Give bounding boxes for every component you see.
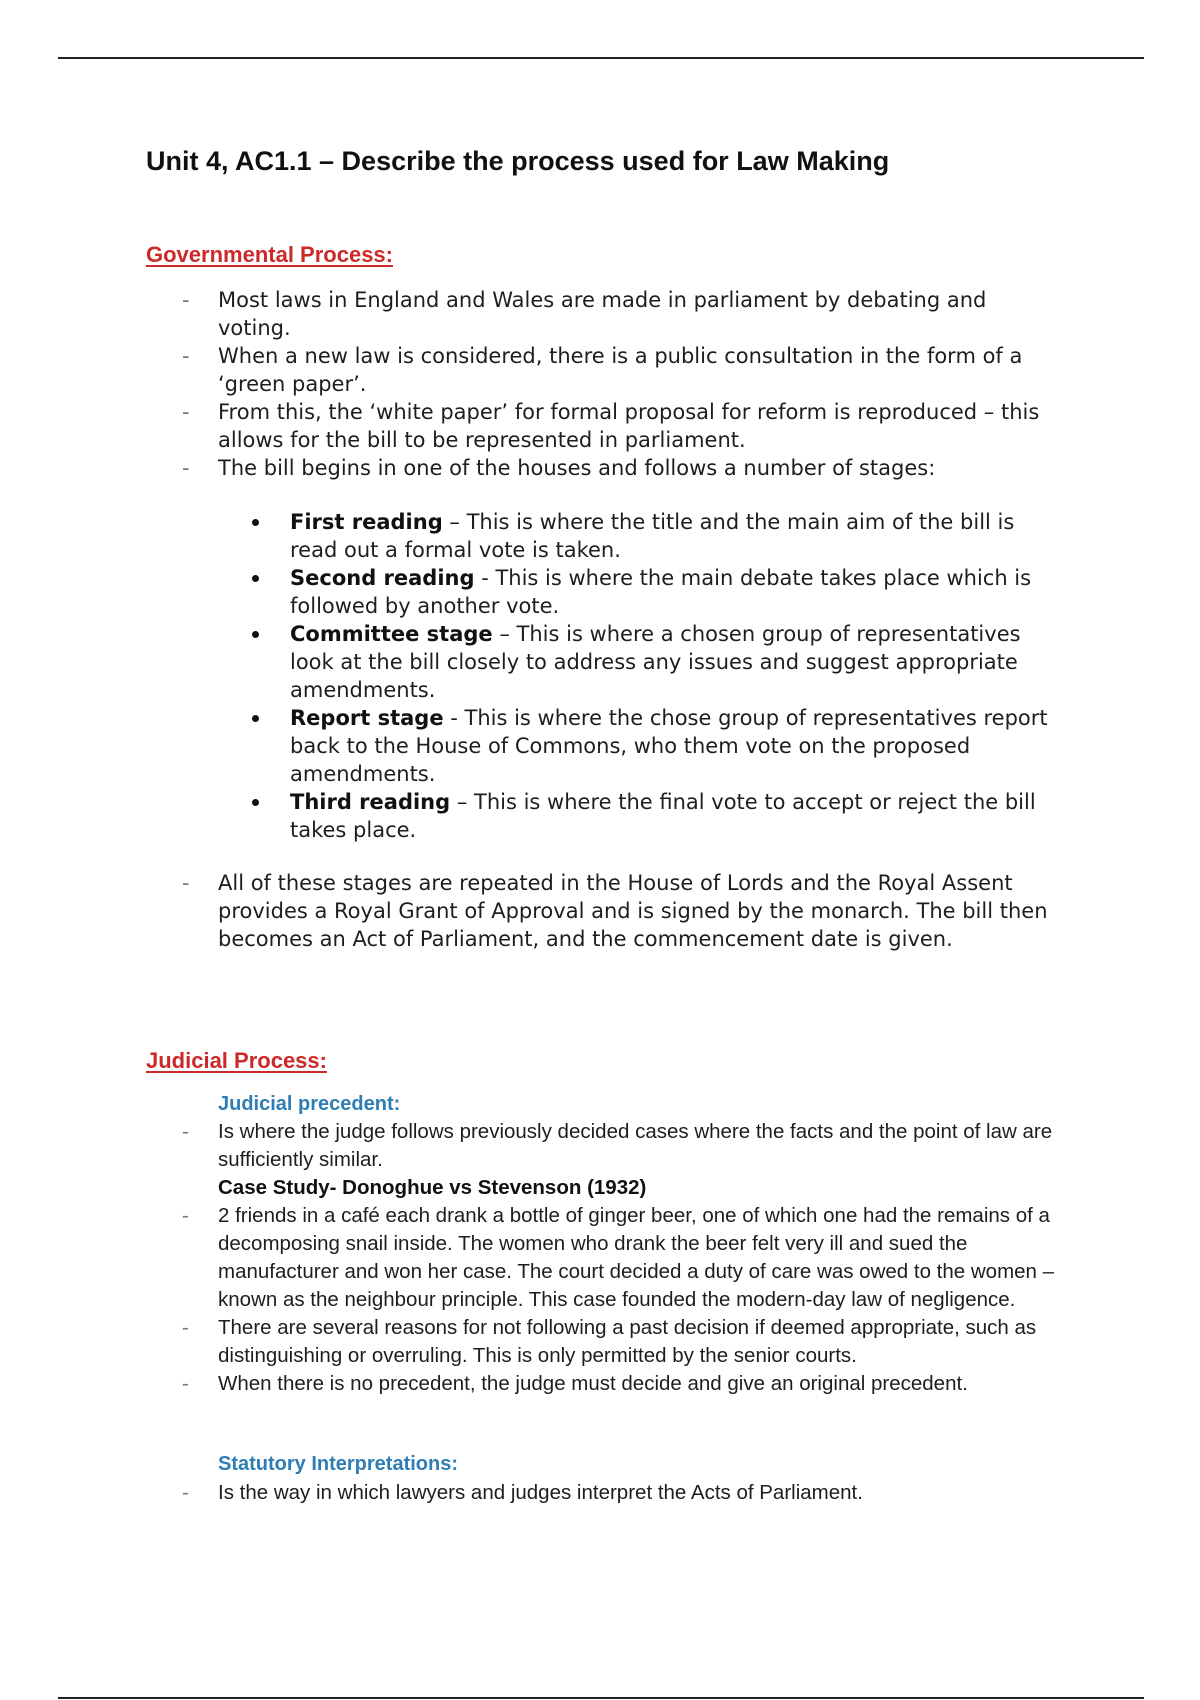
statutory-points [182,1479,1058,1507]
dash-marker: - [182,344,190,368]
bullet-icon [252,715,259,722]
stage-item: Report stage - This is where the chose group of representatives report back to the House of Commons, who them vote on the proposed amendments. [290,704,1060,788]
top-rule [58,57,1144,59]
judicial-precedent-heading: Judicial precedent: [218,1093,401,1115]
list-item: - There are several reasons for not following a past decision if deemed appropriate, such as distinguishing or overruling. This is only permitted by the senior courts. [182,1316,1037,1367]
bullet-icon [252,631,259,638]
list-item: - All of these stages are repeated in the House of Lords and the Royal Assent provides a Royal Grant of Approval and is signed by the monarch. The bill then becomes an Act of Parliament, and the commencement date is given. [182,871,1048,951]
list-item: - The bill begins in one of the houses and follows a number of stages: [182,456,936,480]
dash-marker: - [182,456,190,480]
bottom-rule [58,1697,1144,1699]
list-item: - 2 friends in a café each drank a bottle of ginger beer, one of which one had the remains of a decomposing snail inside. The women who drank the beer felt very ill and sued the manufacturer and won her case. The court decided a duty of care was owed to the women – known as the neighbour principle. This case founded the modern-day law of negligence. [182,1204,1055,1311]
governmental-closing [182,869,1058,953]
dash-marker: - [182,1481,189,1504]
stage-item: Committee stage – This is where a chosen group of representatives look at the bill closely to address any issues and suggest appropriate amendments. [290,620,1060,704]
judicial-precedent-points [182,1118,1058,1398]
bullet-icon [252,799,259,806]
dash-marker: - [182,400,190,424]
case-study-heading: Case Study- Donoghue vs Stevenson (1932) [218,1176,647,1199]
stage-item: Second reading - This is where the main debate takes place which is followed by another vote. [290,564,1060,620]
list-item: - Is where the judge follows previously decided cases where the facts and the point of law are sufficiently similar. [182,1120,1053,1171]
bill-stages-list [290,508,1060,844]
judicial-heading: Judicial Process: [146,1048,327,1073]
stage-item: Third reading – This is where the final vote to accept or reject the bill takes place. [290,788,1060,844]
list-item: - When there is no precedent, the judge must decide and give an original precedent. [218,1370,1058,1398]
dash-marker: - [182,1372,189,1395]
dash-marker: - [182,1316,189,1339]
bullet-icon [252,519,259,526]
governmental-points [182,286,1058,482]
dash-marker: - [182,1120,189,1143]
dash-marker: - [182,1204,189,1227]
dash-marker: - [182,288,190,312]
list-item: - From this, the ‘white paper’ for formal proposal for reform is reproduced – this allows for the bill to be represented in parliament. [182,400,1040,452]
page-title: Unit 4, AC1.1 – Describe the process used for Law Making [146,146,890,176]
dash-marker: - [182,871,190,895]
statutory-heading: Statutory Interpretations: [218,1453,459,1475]
bullet-icon [252,575,259,582]
list-item: - When a new law is considered, there is a public consultation in the form of a ‘green paper’. [182,344,1023,396]
list-item: - Is the way in which lawyers and judges interpret the Acts of Parliament. [218,1479,1058,1507]
stage-item: First reading – This is where the title and the main aim of the bill is read out a formal vote is taken. [290,508,1060,564]
governmental-heading: Governmental Process: [146,242,393,267]
list-item: - Most laws in England and Wales are made in parliament by debating and voting. [182,288,987,340]
